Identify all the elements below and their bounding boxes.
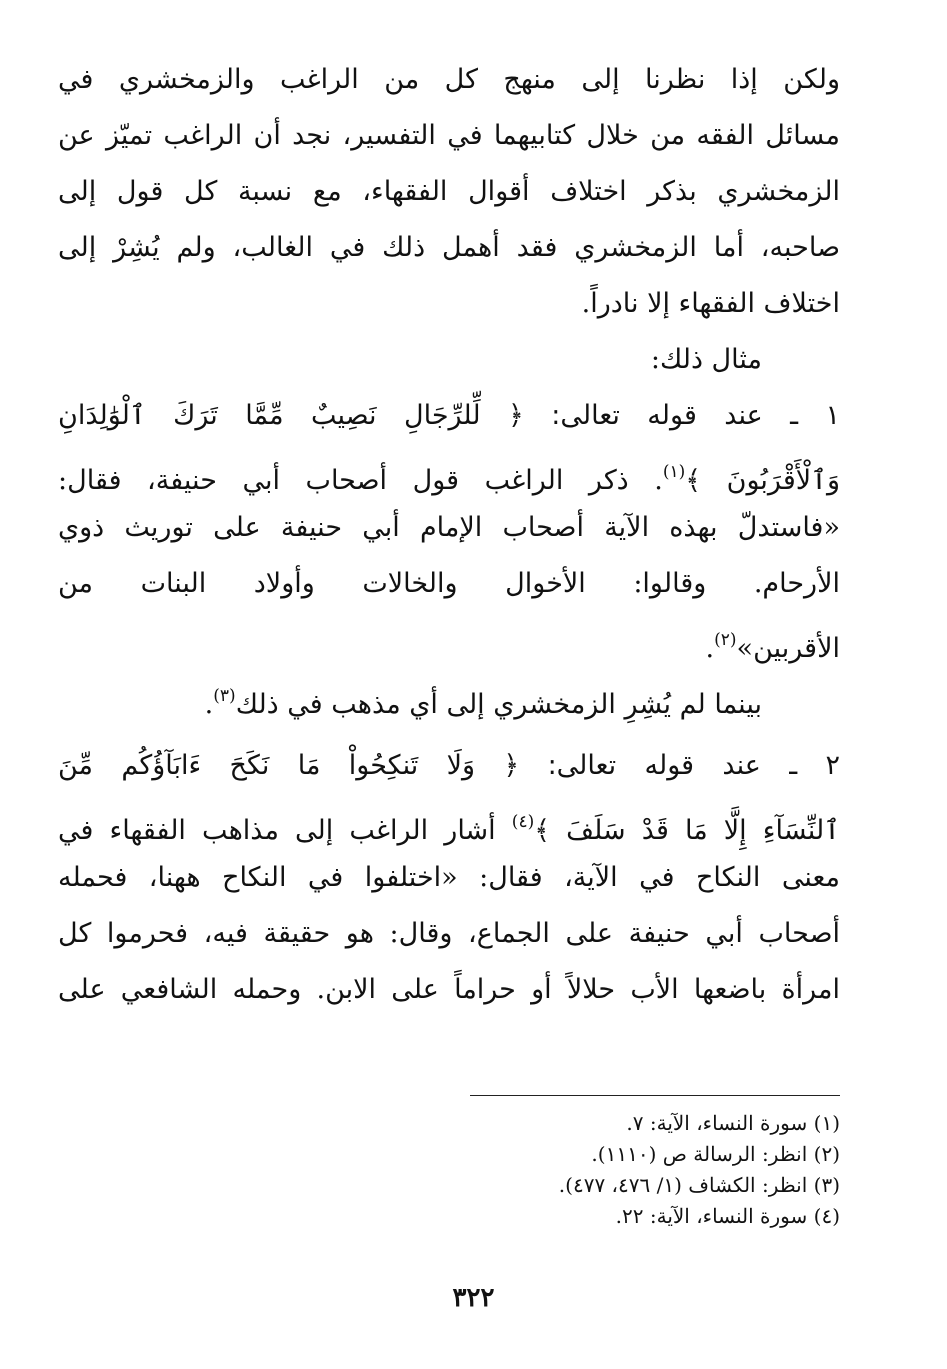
- text-fragment: .: [705, 633, 715, 664]
- footnote: (٢) انظر: الرسالة ص (١١١٠).: [591, 1142, 840, 1166]
- text-line: «فاستدلّ بهذه الآية أصحاب الإمام أبي حنيفة على توريث ذوي: [58, 512, 840, 543]
- page-number: ٣٢٢: [452, 1283, 495, 1313]
- text-line: [58, 668, 840, 724]
- text-line: أصحاب أبي حنيفة على الجماع، وقال: هو حقيقة فيه، فحرموا كل: [58, 918, 840, 949]
- footnote-ref: (١): [662, 462, 686, 482]
- footnote: (٤) سورة النساء، الآية: ٢٢.: [615, 1204, 840, 1228]
- text-line: [58, 794, 840, 850]
- example-heading: مثال ذلك:: [650, 344, 762, 375]
- footnote: (١) سورة النساء، الآية: ٧.: [626, 1111, 840, 1135]
- text-fragment: بينما لم يُشِرِ الزمخشري إلى أي مذهب في ذلك: [235, 689, 762, 720]
- text-line: [58, 444, 840, 500]
- text-line: مسائل الفقه من خلال كتابيهما في التفسير، نجد أن الراغب تميّز عن: [58, 120, 840, 151]
- footnote-ref: (٢): [714, 630, 737, 650]
- quran-verse-line: ٢ ـ عند قوله تعالى: ﴿ وَلَا تَنكِحُواْ مَا نَكَحَ ءَابَآؤُكُم مِّنَ: [58, 750, 840, 781]
- quran-verse-fragment: ٱلنِّسَآءِ إِلَّا مَا قَدْ سَلَفَ ﴾: [534, 815, 840, 846]
- quran-verse-line: ١ ـ عند قوله تعالى: ﴿ لِّلرِّجَالِ نَصِيبٌ مِّمَّا تَرَكَ ٱلْوَٰلِدَانِ: [58, 400, 840, 431]
- footnote-divider: [470, 1095, 840, 1096]
- text-line: امرأة باضعها الأب حلالاً أو حراماً على الابن. وحمله الشافعي على: [58, 974, 840, 1005]
- footnotes: [320, 1108, 840, 1232]
- footnote: (٣) انظر: الكشاف (١/ ٤٧٦، ٤٧٧).: [558, 1173, 840, 1197]
- text-line: صاحبه، أما الزمخشري فقد أهمل ذلك في الغالب، ولم يُشِرْ إلى: [58, 232, 840, 263]
- text-fragment: أشار الراغب إلى مذاهب الفقهاء في: [58, 815, 512, 846]
- footnote-ref: (٣): [213, 686, 236, 706]
- text-line: الزمخشري بذكر اختلاف أقوال الفقهاء، مع نسبة كل قول إلى: [58, 176, 840, 207]
- quran-verse-fragment: وَٱلْأَقْرَبُونَ ﴾: [685, 465, 840, 496]
- text-line: ولكن إذا نظرنا إلى منهج كل من الراغب والزمخشري في: [58, 64, 840, 95]
- main-text: [58, 52, 840, 1018]
- text-fragment: .: [204, 689, 214, 720]
- text-line: اختلاف الفقهاء إلا نادراً.: [581, 288, 840, 319]
- text-line: معنى النكاح في الآية، فقال: «اختلفوا في النكاح ههنا، فحمله: [58, 862, 840, 893]
- text-line: [58, 612, 840, 668]
- text-fragment: . ذكر الراغب قول أصحاب أبي حنيفة، فقال:: [58, 465, 663, 496]
- text-line: الأرحام. وقالوا: الأخوال والخالات وأولاد البنات من: [58, 568, 840, 599]
- footnote-ref: (٤): [511, 812, 535, 832]
- text-fragment: الأقربين»: [736, 633, 840, 664]
